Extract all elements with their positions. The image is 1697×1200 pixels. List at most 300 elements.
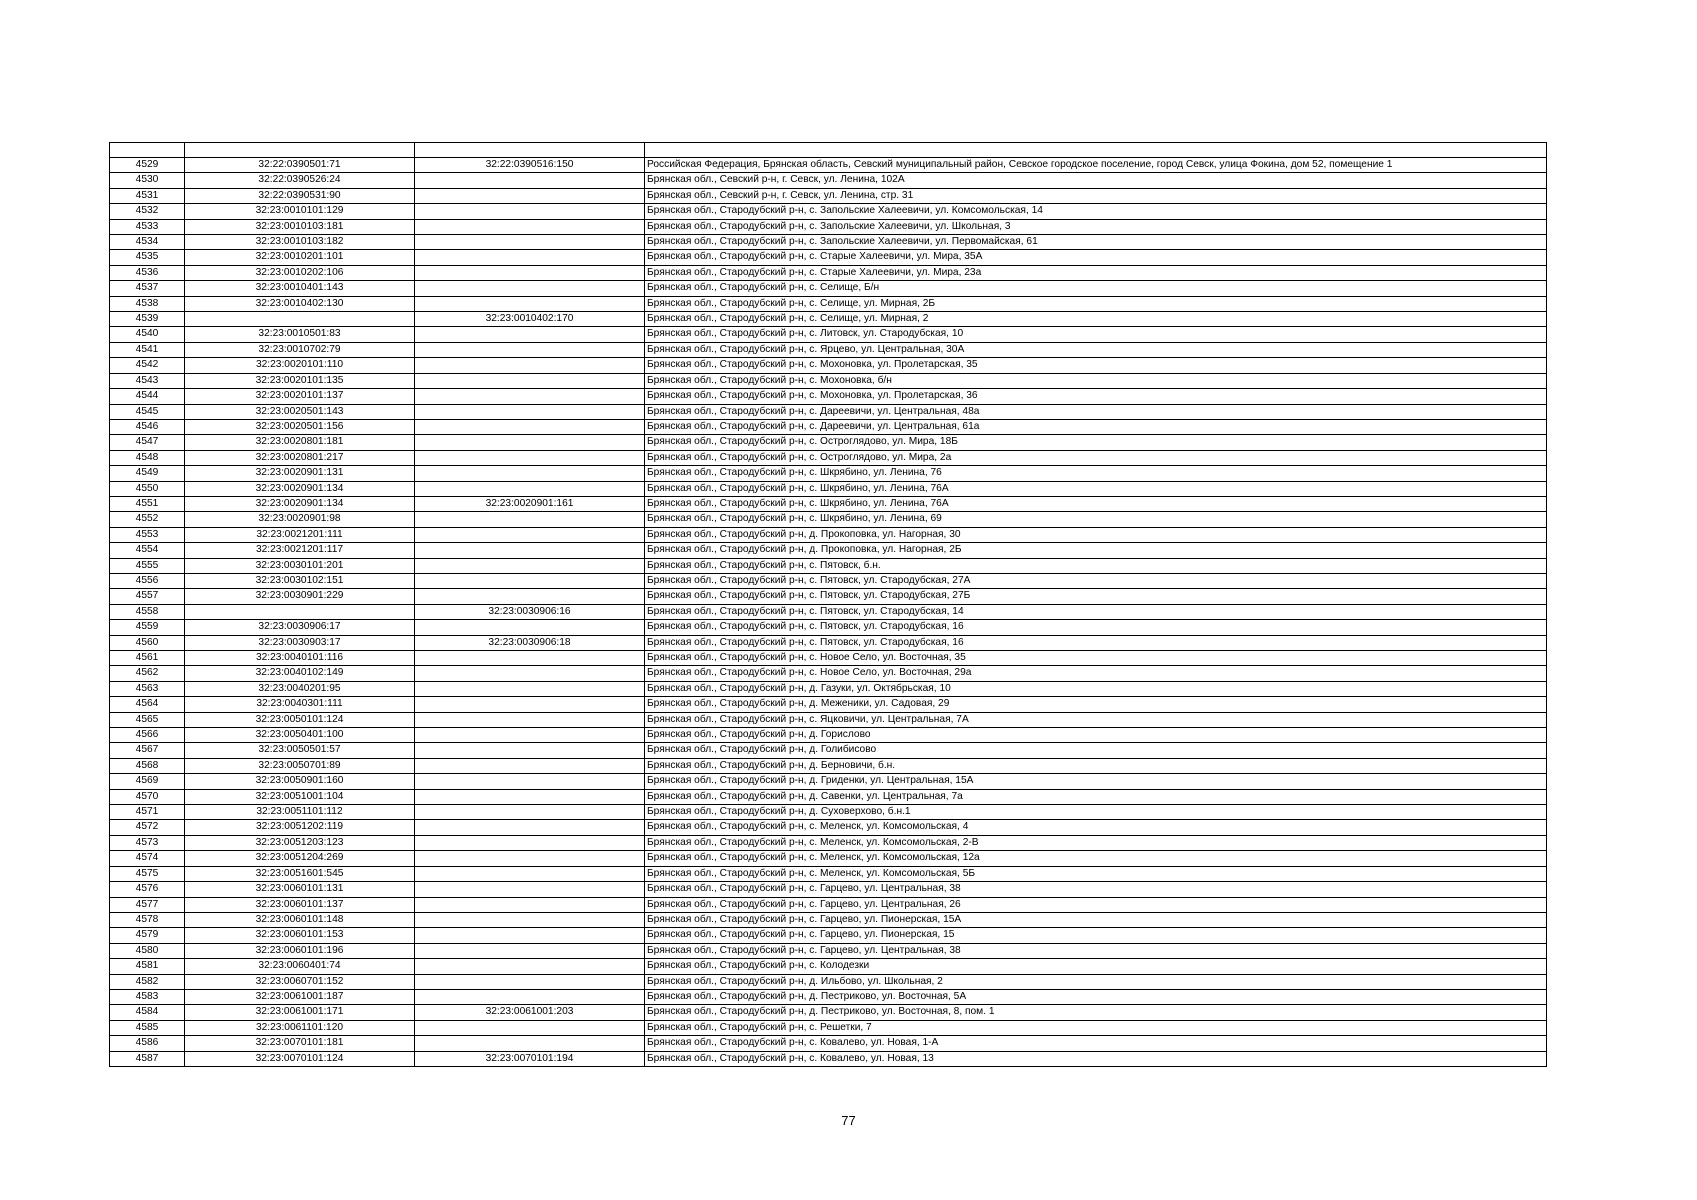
table-row <box>110 1005 1547 1020</box>
address-cell: Брянская обл., Стародубский р-н, с. Меленск, ул. Комсомольская, 12а <box>645 851 1547 866</box>
cadastral-number-cell: 32:23:0010103:182 <box>185 235 415 250</box>
table-row <box>110 758 1547 773</box>
table-row <box>110 1051 1547 1066</box>
related-cadastral-number-cell <box>415 188 645 203</box>
address-cell: Брянская обл., Стародубский р-н, д. Горислово <box>645 728 1547 743</box>
cadastral-number-cell: 32:23:0010103:181 <box>185 219 415 234</box>
row-number-cell: 4541 <box>110 342 185 357</box>
row-number-cell: 4584 <box>110 1005 185 1020</box>
table-row <box>110 481 1547 496</box>
related-cadastral-number-cell <box>415 481 645 496</box>
cadastral-number-cell: 32:23:0051601:545 <box>185 866 415 881</box>
table-row <box>110 373 1547 388</box>
cadastral-number-cell: 32:22:0390531:90 <box>185 188 415 203</box>
row-number-cell: 4545 <box>110 404 185 419</box>
address-cell: Брянская обл., Стародубский р-н, д. Савенки, ул. Центральная, 7а <box>645 789 1547 804</box>
table-row <box>110 620 1547 635</box>
cadastral-number-cell: 32:23:0020801:181 <box>185 435 415 450</box>
row-number-cell: 4561 <box>110 651 185 666</box>
row-number-cell: 4552 <box>110 512 185 527</box>
related-cadastral-number-cell: 32:23:0061001:203 <box>415 1005 645 1020</box>
row-number-cell: 4540 <box>110 327 185 342</box>
address-cell: Брянская обл., Стародубский р-н, с. Пятовск, ул. Стародубская, 16 <box>645 635 1547 650</box>
cadastral-number-cell: 32:23:0030102:151 <box>185 573 415 588</box>
address-cell: Брянская обл., Стародубский р-н, с. Гарцево, ул. Пионерская, 15А <box>645 912 1547 927</box>
row-number-cell: 4563 <box>110 681 185 696</box>
row-number-cell: 4583 <box>110 989 185 1004</box>
related-cadastral-number-cell <box>415 1020 645 1035</box>
cadastral-number-cell: 32:23:0021201:117 <box>185 543 415 558</box>
address-cell: Брянская обл., Стародубский р-н, с. Мохоновка, ул. Пролетарская, 36 <box>645 389 1547 404</box>
header-cell-related-cadastral-number <box>415 143 645 158</box>
related-cadastral-number-cell <box>415 265 645 280</box>
related-cadastral-number-cell <box>415 173 645 188</box>
related-cadastral-number-cell <box>415 681 645 696</box>
related-cadastral-number-cell <box>415 419 645 434</box>
table-row <box>110 219 1547 234</box>
cadastral-number-cell: 32:23:0010201:101 <box>185 250 415 265</box>
address-cell: Брянская обл., Стародубский р-н, с. Гарцево, ул. Центральная, 26 <box>645 897 1547 912</box>
address-cell: Брянская обл., Севский р-н, г. Севск, ул. Ленина, стр. 31 <box>645 188 1547 203</box>
address-cell: Брянская обл., Стародубский р-н, д. Пестриково, ул. Восточная, 5А <box>645 989 1547 1004</box>
address-cell: Брянская обл., Стародубский р-н, с. Селище, ул. Мирная, 2 <box>645 312 1547 327</box>
related-cadastral-number-cell <box>415 758 645 773</box>
address-cell: Брянская обл., Стародубский р-н, д. Пестриково, ул. Восточная, 8, пом. 1 <box>645 1005 1547 1020</box>
row-number-cell: 4544 <box>110 389 185 404</box>
address-cell: Брянская обл., Стародубский р-н, с. Запольские Халеевичи, ул. Школьная, 3 <box>645 219 1547 234</box>
related-cadastral-number-cell <box>415 342 645 357</box>
table-row <box>110 158 1547 173</box>
table-row <box>110 959 1547 974</box>
row-number-cell: 4558 <box>110 604 185 619</box>
related-cadastral-number-cell: 32:23:0020901:161 <box>415 496 645 511</box>
cadastral-number-cell: 32:23:0060701:152 <box>185 974 415 989</box>
table-row <box>110 743 1547 758</box>
address-cell: Брянская обл., Стародубский р-н, с. Селище, Б/н <box>645 281 1547 296</box>
row-number-cell: 4566 <box>110 728 185 743</box>
cadastral-number-cell: 32:23:0010202:106 <box>185 265 415 280</box>
cadastral-number-cell: 32:23:0061001:171 <box>185 1005 415 1020</box>
address-cell: Брянская обл., Стародубский р-н, с. Новое Село, ул. Восточная, 35 <box>645 651 1547 666</box>
related-cadastral-number-cell <box>415 512 645 527</box>
related-cadastral-number-cell <box>415 389 645 404</box>
table-row <box>110 235 1547 250</box>
row-number-cell: 4560 <box>110 635 185 650</box>
address-cell: Брянская обл., Стародубский р-н, с. Мохоновка, б/н <box>645 373 1547 388</box>
row-number-cell: 4574 <box>110 851 185 866</box>
cadastral-number-cell: 32:23:0060101:131 <box>185 882 415 897</box>
address-cell: Брянская обл., Стародубский р-н, с. Решетки, 7 <box>645 1020 1547 1035</box>
row-number-cell: 4568 <box>110 758 185 773</box>
table-row <box>110 728 1547 743</box>
address-cell: Брянская обл., Стародубский р-н, д. Суховерхово, б.н.1 <box>645 805 1547 820</box>
cadastral-number-cell <box>185 312 415 327</box>
cadastral-number-cell: 32:23:0040301:111 <box>185 697 415 712</box>
table-row <box>110 774 1547 789</box>
table-row <box>110 404 1547 419</box>
address-cell: Брянская обл., Стародубский р-н, с. Пятовск, ул. Стародубская, 16 <box>645 620 1547 635</box>
row-number-cell: 4539 <box>110 312 185 327</box>
related-cadastral-number-cell <box>415 974 645 989</box>
address-cell: Брянская обл., Стародубский р-н, с. Остроглядово, ул. Мира, 2а <box>645 450 1547 465</box>
row-number-cell: 4553 <box>110 527 185 542</box>
related-cadastral-number-cell <box>415 404 645 419</box>
row-number-cell: 4578 <box>110 912 185 927</box>
cadastral-number-cell: 32:23:0021201:111 <box>185 527 415 542</box>
table-row <box>110 188 1547 203</box>
row-number-cell: 4564 <box>110 697 185 712</box>
table-row <box>110 327 1547 342</box>
row-number-cell: 4569 <box>110 774 185 789</box>
related-cadastral-number-cell <box>415 358 645 373</box>
row-number-cell: 4562 <box>110 666 185 681</box>
address-cell: Брянская обл., Стародубский р-н, с. Шкрябино, ул. Ленина, 76А <box>645 481 1547 496</box>
table-row <box>110 389 1547 404</box>
related-cadastral-number-cell: 32:23:0030906:16 <box>415 604 645 619</box>
related-cadastral-number-cell <box>415 835 645 850</box>
page-number: 77 <box>841 1113 856 1128</box>
related-cadastral-number-cell: 32:23:0030906:18 <box>415 635 645 650</box>
related-cadastral-number-cell <box>415 450 645 465</box>
row-number-cell: 4531 <box>110 188 185 203</box>
cadastral-number-cell: 32:23:0051204:269 <box>185 851 415 866</box>
row-number-cell: 4571 <box>110 805 185 820</box>
cadastral-number-cell: 32:23:0010401:143 <box>185 281 415 296</box>
cadastral-number-cell: 32:23:0020501:156 <box>185 419 415 434</box>
cadastral-number-cell: 32:23:0010501:83 <box>185 327 415 342</box>
related-cadastral-number-cell <box>415 620 645 635</box>
table-row <box>110 281 1547 296</box>
table-row <box>110 543 1547 558</box>
cadastral-number-cell: 32:23:0051101:112 <box>185 805 415 820</box>
related-cadastral-number-cell <box>415 543 645 558</box>
table-row <box>110 419 1547 434</box>
table-row <box>110 943 1547 958</box>
table-row <box>110 666 1547 681</box>
cadastral-number-cell: 32:23:0050501:57 <box>185 743 415 758</box>
address-cell: Брянская обл., Стародубский р-н, д. Прокоповка, ул. Нагорная, 2Б <box>645 543 1547 558</box>
address-cell: Брянская обл., Стародубский р-н, д. Гриденки, ул. Центральная, 15А <box>645 774 1547 789</box>
related-cadastral-number-cell <box>415 774 645 789</box>
cadastral-number-cell: 32:23:0070101:181 <box>185 1036 415 1051</box>
table-row <box>110 882 1547 897</box>
row-number-cell: 4535 <box>110 250 185 265</box>
related-cadastral-number-cell: 32:23:0010402:170 <box>415 312 645 327</box>
table-row <box>110 835 1547 850</box>
address-cell: Брянская обл., Стародубский р-н, с. Шкрябино, ул. Ленина, 69 <box>645 512 1547 527</box>
address-cell: Брянская обл., Стародубский р-н, д. Меженики, ул. Садовая, 29 <box>645 697 1547 712</box>
address-cell: Брянская обл., Севский р-н, г. Севск, ул. Ленина, 102А <box>645 173 1547 188</box>
address-cell: Брянская обл., Стародубский р-н, с. Шкрябино, ул. Ленина, 76 <box>645 466 1547 481</box>
related-cadastral-number-cell <box>415 651 645 666</box>
row-number-cell: 4581 <box>110 959 185 974</box>
table-row <box>110 204 1547 219</box>
row-number-cell: 4554 <box>110 543 185 558</box>
table-row <box>110 358 1547 373</box>
table-row <box>110 558 1547 573</box>
cadastral-number-cell: 32:23:0050401:100 <box>185 728 415 743</box>
related-cadastral-number-cell <box>415 327 645 342</box>
address-cell: Брянская обл., Стародубский р-н, д. Газуки, ул. Октябрьская, 10 <box>645 681 1547 696</box>
address-cell: Брянская обл., Стародубский р-н, с. Гарцево, ул. Пионерская, 15 <box>645 928 1547 943</box>
related-cadastral-number-cell <box>415 743 645 758</box>
cadastral-number-cell: 32:23:0051203:123 <box>185 835 415 850</box>
address-cell: Брянская обл., Стародубский р-н, с. Меленск, ул. Комсомольская, 2-В <box>645 835 1547 850</box>
header-cell-number <box>110 143 185 158</box>
row-number-cell: 4585 <box>110 1020 185 1035</box>
cadastral-number-cell: 32:23:0020901:134 <box>185 496 415 511</box>
related-cadastral-number-cell <box>415 435 645 450</box>
row-number-cell: 4548 <box>110 450 185 465</box>
related-cadastral-number-cell <box>415 712 645 727</box>
table-row <box>110 173 1547 188</box>
table-row <box>110 789 1547 804</box>
cadastral-number-cell: 32:23:0050901:160 <box>185 774 415 789</box>
table-row <box>110 527 1547 542</box>
cadastral-number-cell: 32:23:0061101:120 <box>185 1020 415 1035</box>
address-cell: Брянская обл., Стародубский р-н, с. Гарцево, ул. Центральная, 38 <box>645 943 1547 958</box>
address-cell: Брянская обл., Стародубский р-н, с. Литовск, ул. Стародубская, 10 <box>645 327 1547 342</box>
related-cadastral-number-cell <box>415 959 645 974</box>
row-number-cell: 4547 <box>110 435 185 450</box>
table-row <box>110 897 1547 912</box>
cadastral-number-cell: 32:23:0020101:135 <box>185 373 415 388</box>
related-cadastral-number-cell <box>415 235 645 250</box>
related-cadastral-number-cell <box>415 866 645 881</box>
row-number-cell: 4529 <box>110 158 185 173</box>
related-cadastral-number-cell <box>415 466 645 481</box>
cadastral-number-cell: 32:23:0020101:110 <box>185 358 415 373</box>
header-cell-address <box>645 143 1547 158</box>
cadastral-number-cell <box>185 604 415 619</box>
related-cadastral-number-cell <box>415 296 645 311</box>
related-cadastral-number-cell <box>415 805 645 820</box>
row-number-cell: 4537 <box>110 281 185 296</box>
address-cell: Брянская обл., Стародубский р-н, д. Голибисово <box>645 743 1547 758</box>
registry-table-body <box>110 143 1547 1067</box>
row-number-cell: 4559 <box>110 620 185 635</box>
row-number-cell: 4543 <box>110 373 185 388</box>
table-row <box>110 573 1547 588</box>
table-row <box>110 989 1547 1004</box>
table-row <box>110 496 1547 511</box>
cadastral-number-cell: 32:23:0050101:124 <box>185 712 415 727</box>
cadastral-number-cell: 32:23:0060101:153 <box>185 928 415 943</box>
address-cell: Брянская обл., Стародубский р-н, с. Яцковичи, ул. Центральная, 7А <box>645 712 1547 727</box>
table-row <box>110 342 1547 357</box>
row-number-cell: 4556 <box>110 573 185 588</box>
row-number-cell: 4572 <box>110 820 185 835</box>
cadastral-number-cell: 32:23:0050701:89 <box>185 758 415 773</box>
table-header-row <box>110 143 1547 158</box>
cadastral-number-cell: 32:23:0030903:17 <box>185 635 415 650</box>
cadastral-number-cell: 32:23:0030906:17 <box>185 620 415 635</box>
related-cadastral-number-cell <box>415 882 645 897</box>
address-cell: Брянская обл., Стародубский р-н, с. Пятовск, ул. Стародубская, 14 <box>645 604 1547 619</box>
table-row <box>110 974 1547 989</box>
row-number-cell: 4533 <box>110 219 185 234</box>
cadastral-number-cell: 32:23:0030901:229 <box>185 589 415 604</box>
table-row <box>110 512 1547 527</box>
cadastral-number-cell: 32:23:0010402:130 <box>185 296 415 311</box>
related-cadastral-number-cell <box>415 281 645 296</box>
related-cadastral-number-cell <box>415 697 645 712</box>
cadastral-number-cell: 32:23:0040101:116 <box>185 651 415 666</box>
cadastral-number-cell: 32:23:0030101:201 <box>185 558 415 573</box>
related-cadastral-number-cell <box>415 928 645 943</box>
address-cell: Брянская обл., Стародубский р-н, с. Селище, ул. Мирная, 2Б <box>645 296 1547 311</box>
cadastral-number-cell: 32:22:0390501:71 <box>185 158 415 173</box>
table-row <box>110 296 1547 311</box>
address-cell: Брянская обл., Стародубский р-н, с. Пятовск, ул. Стародубская, 27А <box>645 573 1547 588</box>
table-row <box>110 435 1547 450</box>
related-cadastral-number-cell <box>415 728 645 743</box>
cadastral-number-cell: 32:23:0020901:131 <box>185 466 415 481</box>
related-cadastral-number-cell <box>415 527 645 542</box>
cadastral-number-cell: 32:23:0060101:196 <box>185 943 415 958</box>
related-cadastral-number-cell <box>415 789 645 804</box>
table-row <box>110 312 1547 327</box>
table-row <box>110 651 1547 666</box>
row-number-cell: 4575 <box>110 866 185 881</box>
address-cell: Брянская обл., Стародубский р-н, с. Мохоновка, ул. Пролетарская, 35 <box>645 358 1547 373</box>
address-cell: Брянская обл., Стародубский р-н, д. Ильбово, ул. Школьная, 2 <box>645 974 1547 989</box>
address-cell: Брянская обл., Стародубский р-н, с. Новое Село, ул. Восточная, 29а <box>645 666 1547 681</box>
related-cadastral-number-cell <box>415 666 645 681</box>
related-cadastral-number-cell <box>415 558 645 573</box>
cadastral-number-cell: 32:23:0020501:143 <box>185 404 415 419</box>
row-number-cell: 4557 <box>110 589 185 604</box>
address-cell: Брянская обл., Стародубский р-н, с. Пятовск, б.н. <box>645 558 1547 573</box>
address-cell: Брянская обл., Стародубский р-н, с. Пятовск, ул. Стародубская, 27Б <box>645 589 1547 604</box>
cadastral-number-cell: 32:23:0060401:74 <box>185 959 415 974</box>
table-row <box>110 866 1547 881</box>
table-row <box>110 912 1547 927</box>
row-number-cell: 4573 <box>110 835 185 850</box>
related-cadastral-number-cell <box>415 912 645 927</box>
address-cell: Брянская обл., Стародубский р-н, с. Старые Халеевичи, ул. Мира, 35А <box>645 250 1547 265</box>
row-number-cell: 4577 <box>110 897 185 912</box>
address-cell: Брянская обл., Стародубский р-н, с. Ярцево, ул. Центральная, 30А <box>645 342 1547 357</box>
table-row <box>110 697 1547 712</box>
related-cadastral-number-cell <box>415 250 645 265</box>
address-cell: Брянская обл., Стародубский р-н, с. Ковалево, ул. Новая, 13 <box>645 1051 1547 1066</box>
row-number-cell: 4550 <box>110 481 185 496</box>
address-cell: Брянская обл., Стародубский р-н, с. Запольские Халеевичи, ул. Первомайская, 61 <box>645 235 1547 250</box>
row-number-cell: 4538 <box>110 296 185 311</box>
header-cell-cadastral-number <box>185 143 415 158</box>
row-number-cell: 4580 <box>110 943 185 958</box>
row-number-cell: 4532 <box>110 204 185 219</box>
address-cell: Брянская обл., Стародубский р-н, с. Дареевичи, ул. Центральная, 61а <box>645 419 1547 434</box>
table-row <box>110 604 1547 619</box>
related-cadastral-number-cell <box>415 204 645 219</box>
address-cell: Брянская обл., Стародубский р-н, с. Колодезки <box>645 959 1547 974</box>
cadastral-number-cell: 32:23:0020901:98 <box>185 512 415 527</box>
address-cell: Брянская обл., Стародубский р-н, с. Дареевичи, ул. Центральная, 48а <box>645 404 1547 419</box>
row-number-cell: 4551 <box>110 496 185 511</box>
cadastral-number-cell: 32:23:0040201:95 <box>185 681 415 696</box>
address-cell: Брянская обл., Стародубский р-н, д. Прокоповка, ул. Нагорная, 30 <box>645 527 1547 542</box>
table-row <box>110 466 1547 481</box>
address-cell: Брянская обл., Стародубский р-н, с. Запольские Халеевичи, ул. Комсомольская, 14 <box>645 204 1547 219</box>
related-cadastral-number-cell: 32:22:0390516:150 <box>415 158 645 173</box>
table-row <box>110 250 1547 265</box>
related-cadastral-number-cell <box>415 373 645 388</box>
row-number-cell: 4576 <box>110 882 185 897</box>
related-cadastral-number-cell <box>415 851 645 866</box>
registry-table <box>109 142 1547 1067</box>
cadastral-number-cell: 32:23:0020101:137 <box>185 389 415 404</box>
row-number-cell: 4530 <box>110 173 185 188</box>
related-cadastral-number-cell <box>415 989 645 1004</box>
row-number-cell: 4536 <box>110 265 185 280</box>
table-row <box>110 681 1547 696</box>
table-row <box>110 805 1547 820</box>
address-cell: Брянская обл., Стародубский р-н, д. Берновичи, б.н. <box>645 758 1547 773</box>
table-row <box>110 265 1547 280</box>
related-cadastral-number-cell <box>415 1036 645 1051</box>
row-number-cell: 4567 <box>110 743 185 758</box>
address-cell: Брянская обл., Стародубский р-н, с. Ковалево, ул. Новая, 1-А <box>645 1036 1547 1051</box>
address-cell: Российская Федерация, Брянская область, Севский муниципальный район, Севское городское поселение, город Севск, улица Фокина, дом 52, помещение 1 <box>645 158 1547 173</box>
row-number-cell: 4565 <box>110 712 185 727</box>
row-number-cell: 4582 <box>110 974 185 989</box>
table-row <box>110 851 1547 866</box>
related-cadastral-number-cell <box>415 573 645 588</box>
related-cadastral-number-cell <box>415 589 645 604</box>
row-number-cell: 4570 <box>110 789 185 804</box>
row-number-cell: 4555 <box>110 558 185 573</box>
row-number-cell: 4549 <box>110 466 185 481</box>
table-row <box>110 635 1547 650</box>
cadastral-number-cell: 32:23:0040102:149 <box>185 666 415 681</box>
table-row <box>110 589 1547 604</box>
cadastral-number-cell: 32:23:0070101:124 <box>185 1051 415 1066</box>
cadastral-number-cell: 32:23:0020801:217 <box>185 450 415 465</box>
address-cell: Брянская обл., Стародубский р-н, с. Меленск, ул. Комсомольская, 5Б <box>645 866 1547 881</box>
related-cadastral-number-cell: 32:23:0070101:194 <box>415 1051 645 1066</box>
table-row <box>110 928 1547 943</box>
address-cell: Брянская обл., Стародубский р-н, с. Старые Халеевичи, ул. Мира, 23а <box>645 265 1547 280</box>
table-row <box>110 820 1547 835</box>
related-cadastral-number-cell <box>415 820 645 835</box>
related-cadastral-number-cell <box>415 219 645 234</box>
row-number-cell: 4546 <box>110 419 185 434</box>
table-row <box>110 1020 1547 1035</box>
cadastral-number-cell: 32:23:0051001:104 <box>185 789 415 804</box>
table-row <box>110 1036 1547 1051</box>
table-row <box>110 712 1547 727</box>
cadastral-number-cell: 32:23:0061001:187 <box>185 989 415 1004</box>
cadastral-number-cell: 32:23:0010702:79 <box>185 342 415 357</box>
cadastral-number-cell: 32:23:0010101:129 <box>185 204 415 219</box>
cadastral-number-cell: 32:23:0060101:148 <box>185 912 415 927</box>
table-row <box>110 450 1547 465</box>
address-cell: Брянская обл., Стародубский р-н, с. Меленск, ул. Комсомольская, 4 <box>645 820 1547 835</box>
row-number-cell: 4579 <box>110 928 185 943</box>
row-number-cell: 4587 <box>110 1051 185 1066</box>
related-cadastral-number-cell <box>415 897 645 912</box>
address-cell: Брянская обл., Стародубский р-н, с. Остроглядово, ул. Мира, 18Б <box>645 435 1547 450</box>
address-cell: Брянская обл., Стародубский р-н, с. Гарцево, ул. Центральная, 38 <box>645 882 1547 897</box>
row-number-cell: 4586 <box>110 1036 185 1051</box>
cadastral-number-cell: 32:22:0390526:24 <box>185 173 415 188</box>
row-number-cell: 4534 <box>110 235 185 250</box>
address-cell: Брянская обл., Стародубский р-н, с. Шкрябино, ул. Ленина, 76А <box>645 496 1547 511</box>
cadastral-number-cell: 32:23:0020901:134 <box>185 481 415 496</box>
cadastral-number-cell: 32:23:0051202:119 <box>185 820 415 835</box>
